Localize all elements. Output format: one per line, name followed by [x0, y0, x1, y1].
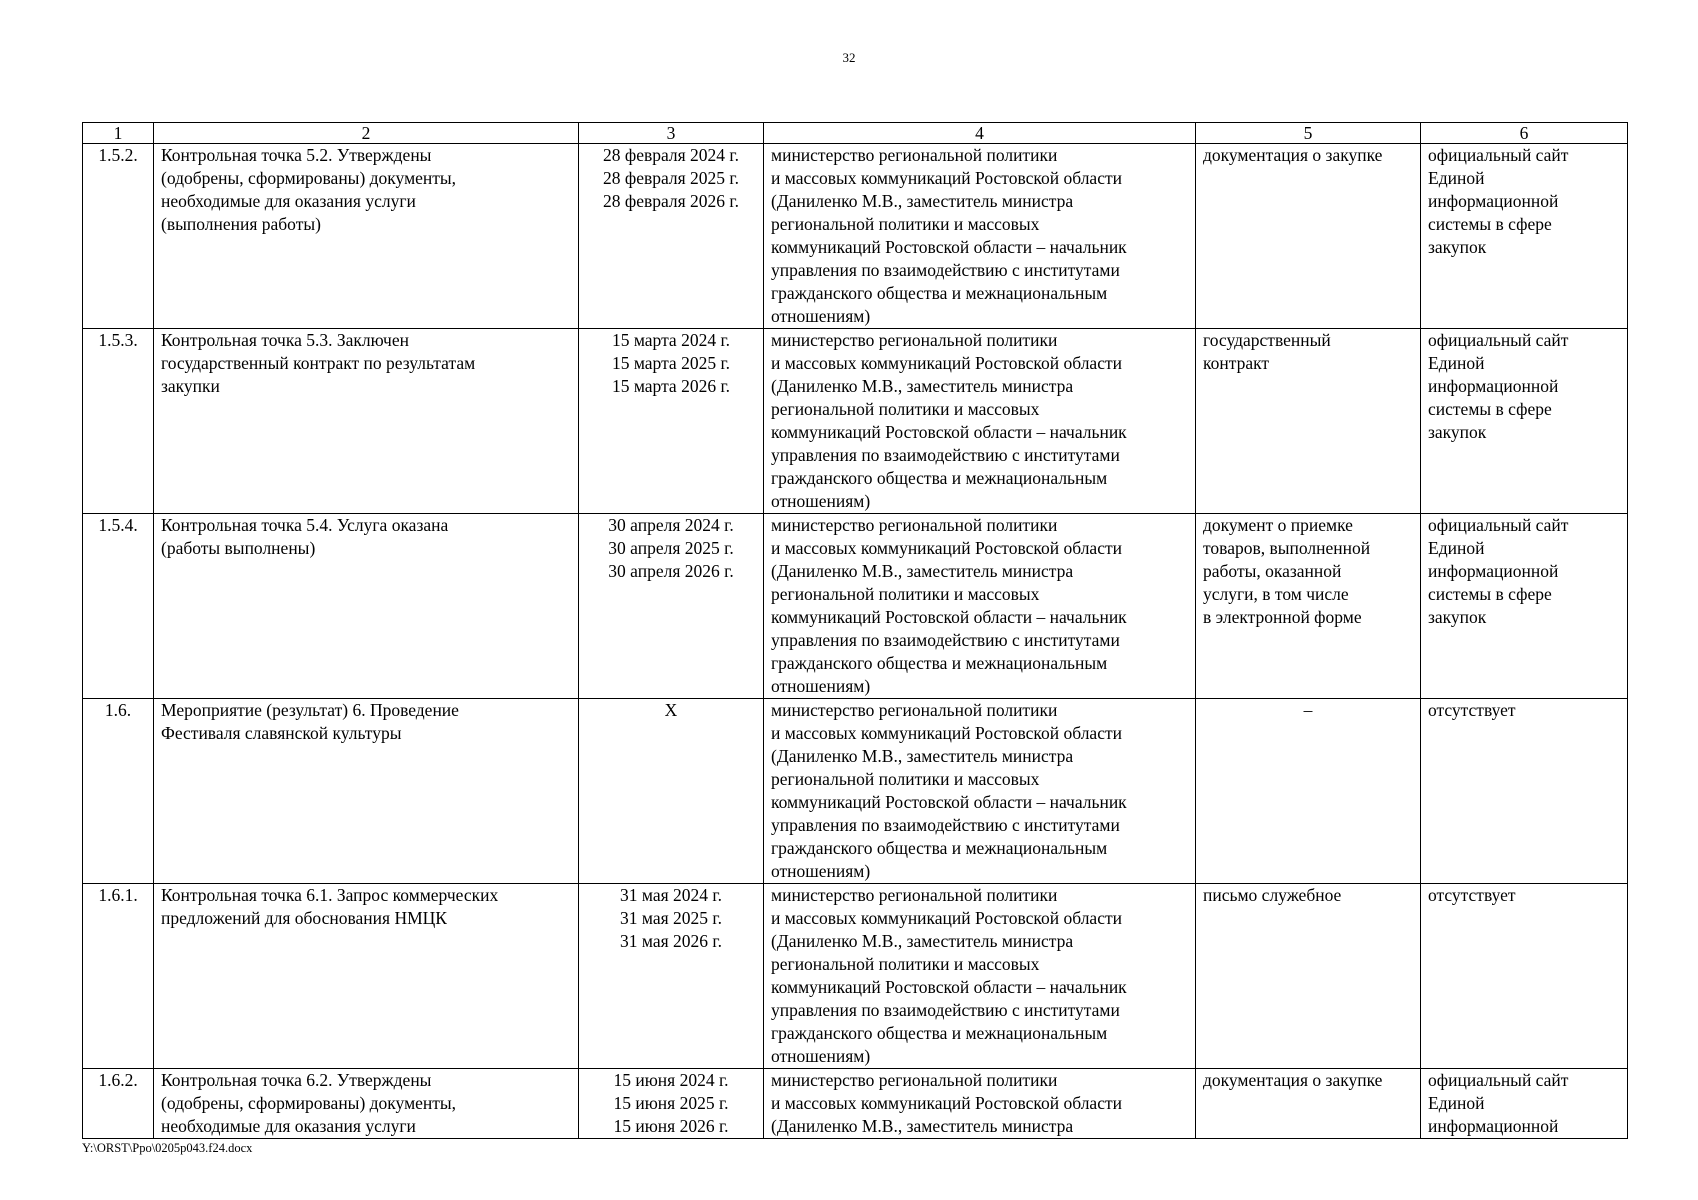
row-document [1196, 144, 1421, 329]
row-responsible-line: (Даниленко М.В., заместитель министра [771, 746, 1074, 766]
row-dates-line: 28 февраля 2026 г. [602, 191, 740, 211]
row-dates-line: 31 мая 2025 г. [620, 908, 722, 928]
row-responsible-line: региональной политики и массовых [771, 769, 1040, 789]
row-source [1421, 514, 1628, 699]
row-description-line: Контрольная точка 5.4. Услуга оказана [161, 515, 449, 535]
row-description [154, 514, 579, 699]
row-number: 1.6.2. [83, 1069, 154, 1139]
row-description-line: необходимые для оказания услуги [161, 191, 416, 211]
row-dates-line: 15 марта 2026 г. [611, 376, 731, 396]
row-responsible-line: гражданского общества и межнациональным [771, 838, 1108, 858]
row-responsible-line: министерство региональной политики [771, 145, 1058, 165]
row-dates-line: 15 июня 2025 г. [613, 1093, 729, 1113]
row-number: 1.6.1. [83, 884, 154, 1069]
row-dates-line: 15 марта 2025 г. [611, 353, 731, 373]
row-source-line: закупок [1428, 237, 1487, 257]
row-description-line: (работы выполнены) [161, 538, 316, 558]
row-responsible [764, 144, 1196, 329]
row-responsible-line: гражданского общества и межнациональным [771, 1023, 1108, 1043]
table-row [83, 699, 1628, 884]
row-source-line: системы в сфере [1428, 214, 1552, 234]
row-document-line: документ о приемке [1203, 515, 1353, 535]
row-source-line: информационной [1428, 191, 1559, 211]
row-responsible-line: и массовых коммуникаций Ростовской области [771, 908, 1122, 928]
row-description-line: (одобрены, сформированы) документы, [161, 1093, 457, 1113]
plan-table [82, 122, 1628, 1139]
row-description-line: Фестиваля славянской культуры [161, 723, 402, 743]
table-row [83, 1069, 1628, 1139]
row-document-line: документация о закупке [1203, 145, 1383, 165]
row-responsible-line: гражданского общества и межнациональным [771, 283, 1108, 303]
row-source [1421, 1069, 1628, 1139]
row-description [154, 1069, 579, 1139]
page-number: 32 [842, 50, 856, 65]
row-description-line: предложений для обоснования НМЦК [161, 908, 447, 928]
row-responsible-line: и массовых коммуникаций Ростовской области [771, 538, 1122, 558]
row-source-line: официальный сайт [1428, 145, 1569, 165]
row-description-line: (одобрены, сформированы) документы, [161, 168, 457, 188]
column-header-5: 5 [1196, 123, 1421, 144]
row-dates [579, 144, 764, 329]
row-source-line: Единой [1428, 168, 1485, 188]
row-dates [579, 884, 764, 1069]
row-source-line: отсутствует [1428, 885, 1516, 905]
row-responsible-line: коммуникаций Ростовской области – начальник [771, 977, 1127, 997]
row-document-line: контракт [1203, 353, 1270, 373]
row-responsible-line: региональной политики и массовых [771, 399, 1040, 419]
row-document-line: товаров, выполненной [1203, 538, 1371, 558]
row-responsible-line: гражданского общества и межнациональным [771, 653, 1108, 673]
column-header-6: 6 [1421, 123, 1628, 144]
row-dates-line: X [664, 700, 678, 720]
row-description-line: Контрольная точка 6.2. Утверждены [161, 1070, 432, 1090]
row-description [154, 884, 579, 1069]
row-source-line: закупок [1428, 422, 1487, 442]
row-source [1421, 144, 1628, 329]
row-dates-line: 30 апреля 2025 г. [608, 538, 734, 558]
row-responsible-line: управления по взаимодействию с институтами [771, 1000, 1120, 1020]
row-dates-line: 28 февраля 2024 г. [602, 145, 740, 165]
footer-file-path: Y:\ORST\Ppo\0205p043.f24.docx [82, 1141, 253, 1155]
row-responsible-line: управления по взаимодействию с институтами [771, 815, 1120, 835]
column-header-3: 3 [579, 123, 764, 144]
row-responsible-line: гражданского общества и межнациональным [771, 468, 1108, 488]
row-description-line: Контрольная точка 5.3. Заключен [161, 330, 409, 350]
row-description-line: закупки [161, 376, 220, 396]
table-row [83, 884, 1628, 1069]
row-number: 1.5.3. [83, 329, 154, 514]
table-row [83, 329, 1628, 514]
row-description-line: необходимые для оказания услуги [161, 1116, 416, 1136]
row-responsible-line: (Даниленко М.В., заместитель министра [771, 561, 1074, 581]
row-responsible-line: коммуникаций Ростовской области – начальник [771, 422, 1127, 442]
row-number: 1.6. [83, 699, 154, 884]
row-responsible-line: министерство региональной политики [771, 330, 1058, 350]
row-description-line: Мероприятие (результат) 6. Проведение [161, 700, 459, 720]
row-responsible [764, 514, 1196, 699]
row-dates [579, 329, 764, 514]
row-dates-line: 15 июня 2024 г. [613, 1070, 729, 1090]
table-row [83, 144, 1628, 329]
row-responsible-line: и массовых коммуникаций Ростовской области [771, 1093, 1122, 1113]
row-dates-line: 31 мая 2026 г. [620, 931, 722, 951]
row-dates-line: 15 марта 2024 г. [611, 330, 731, 350]
row-responsible-line: (Даниленко М.В., заместитель министра [771, 1116, 1074, 1136]
row-document-line: – [1303, 700, 1313, 720]
table-body [83, 144, 1628, 1139]
row-document [1196, 1069, 1421, 1139]
row-source-line: официальный сайт [1428, 515, 1569, 535]
row-source-line: Единой [1428, 1093, 1485, 1113]
row-responsible-line: управления по взаимодействию с институтами [771, 445, 1120, 465]
row-dates-line: 28 февраля 2025 г. [602, 168, 740, 188]
row-responsible [764, 699, 1196, 884]
row-description-line: (выполнения работы) [161, 214, 321, 234]
row-number: 1.5.4. [83, 514, 154, 699]
row-source-line: системы в сфере [1428, 584, 1552, 604]
row-document [1196, 514, 1421, 699]
row-dates [579, 514, 764, 699]
row-responsible-line: министерство региональной политики [771, 700, 1058, 720]
row-source-line: официальный сайт [1428, 330, 1569, 350]
row-responsible-line: отношениям) [771, 676, 871, 696]
row-description-line: Контрольная точка 6.1. Запрос коммерческих [161, 885, 499, 905]
row-document-line: работы, оказанной [1203, 561, 1342, 581]
row-responsible-line: (Даниленко М.В., заместитель министра [771, 376, 1074, 396]
row-source-line: информационной [1428, 376, 1559, 396]
row-dates-line: 31 мая 2024 г. [620, 885, 722, 905]
row-document [1196, 329, 1421, 514]
row-responsible-line: отношениям) [771, 306, 871, 326]
row-responsible [764, 884, 1196, 1069]
column-header-2: 2 [154, 123, 579, 144]
row-responsible-line: и массовых коммуникаций Ростовской области [771, 723, 1122, 743]
column-header-4: 4 [764, 123, 1196, 144]
row-description [154, 329, 579, 514]
row-responsible [764, 329, 1196, 514]
row-document [1196, 884, 1421, 1069]
row-responsible-line: и массовых коммуникаций Ростовской области [771, 353, 1122, 373]
row-dates [579, 1069, 764, 1139]
row-responsible-line: отношениям) [771, 491, 871, 511]
row-document-line: в электронной форме [1203, 607, 1362, 627]
row-responsible-line: региональной политики и массовых [771, 954, 1040, 974]
row-responsible-line: министерство региональной политики [771, 885, 1058, 905]
row-responsible-line: отношениям) [771, 861, 871, 881]
row-description-line: государственный контракт по результатам [161, 353, 476, 373]
row-source-line: отсутствует [1428, 700, 1516, 720]
row-document-line: документация о закупке [1203, 1070, 1383, 1090]
row-responsible-line: региональной политики и массовых [771, 584, 1040, 604]
column-number-row [83, 123, 1628, 144]
row-source-line: информационной [1428, 1116, 1559, 1136]
row-responsible-line: министерство региональной политики [771, 1070, 1058, 1090]
row-description-line: Контрольная точка 5.2. Утверждены [161, 145, 432, 165]
row-source-line: информационной [1428, 561, 1559, 581]
row-responsible-line: региональной политики и массовых [771, 214, 1040, 234]
row-description [154, 699, 579, 884]
row-source-line: закупок [1428, 607, 1487, 627]
row-responsible-line: коммуникаций Ростовской области – начальник [771, 607, 1127, 627]
row-responsible-line: (Даниленко М.В., заместитель министра [771, 191, 1074, 211]
row-document [1196, 699, 1421, 884]
row-dates [579, 699, 764, 884]
row-source-line: Единой [1428, 538, 1485, 558]
row-document-line: письмо служебное [1203, 885, 1342, 905]
row-dates-line: 30 апреля 2024 г. [608, 515, 734, 535]
row-description [154, 144, 579, 329]
row-source [1421, 699, 1628, 884]
row-source-line: официальный сайт [1428, 1070, 1569, 1090]
row-responsible-line: управления по взаимодействию с институтами [771, 630, 1120, 650]
row-dates-line: 30 апреля 2026 г. [608, 561, 734, 581]
row-responsible-line: и массовых коммуникаций Ростовской области [771, 168, 1122, 188]
row-responsible-line: министерство региональной политики [771, 515, 1058, 535]
row-responsible-line: коммуникаций Ростовской области – начальник [771, 792, 1127, 812]
row-responsible-line: отношениям) [771, 1046, 871, 1066]
row-responsible [764, 1069, 1196, 1139]
row-responsible-line: коммуникаций Ростовской области – начальник [771, 237, 1127, 257]
row-source-line: Единой [1428, 353, 1485, 373]
column-header-1: 1 [83, 123, 154, 144]
row-dates-line: 15 июня 2026 г. [613, 1116, 729, 1136]
row-document-line: государственный [1203, 330, 1331, 350]
row-responsible-line: управления по взаимодействию с институтами [771, 260, 1120, 280]
row-number: 1.5.2. [83, 144, 154, 329]
row-source [1421, 329, 1628, 514]
row-document-line: услуги, в том числе [1203, 584, 1349, 604]
row-source [1421, 884, 1628, 1069]
row-responsible-line: (Даниленко М.В., заместитель министра [771, 931, 1074, 951]
table-row [83, 514, 1628, 699]
row-source-line: системы в сфере [1428, 399, 1552, 419]
